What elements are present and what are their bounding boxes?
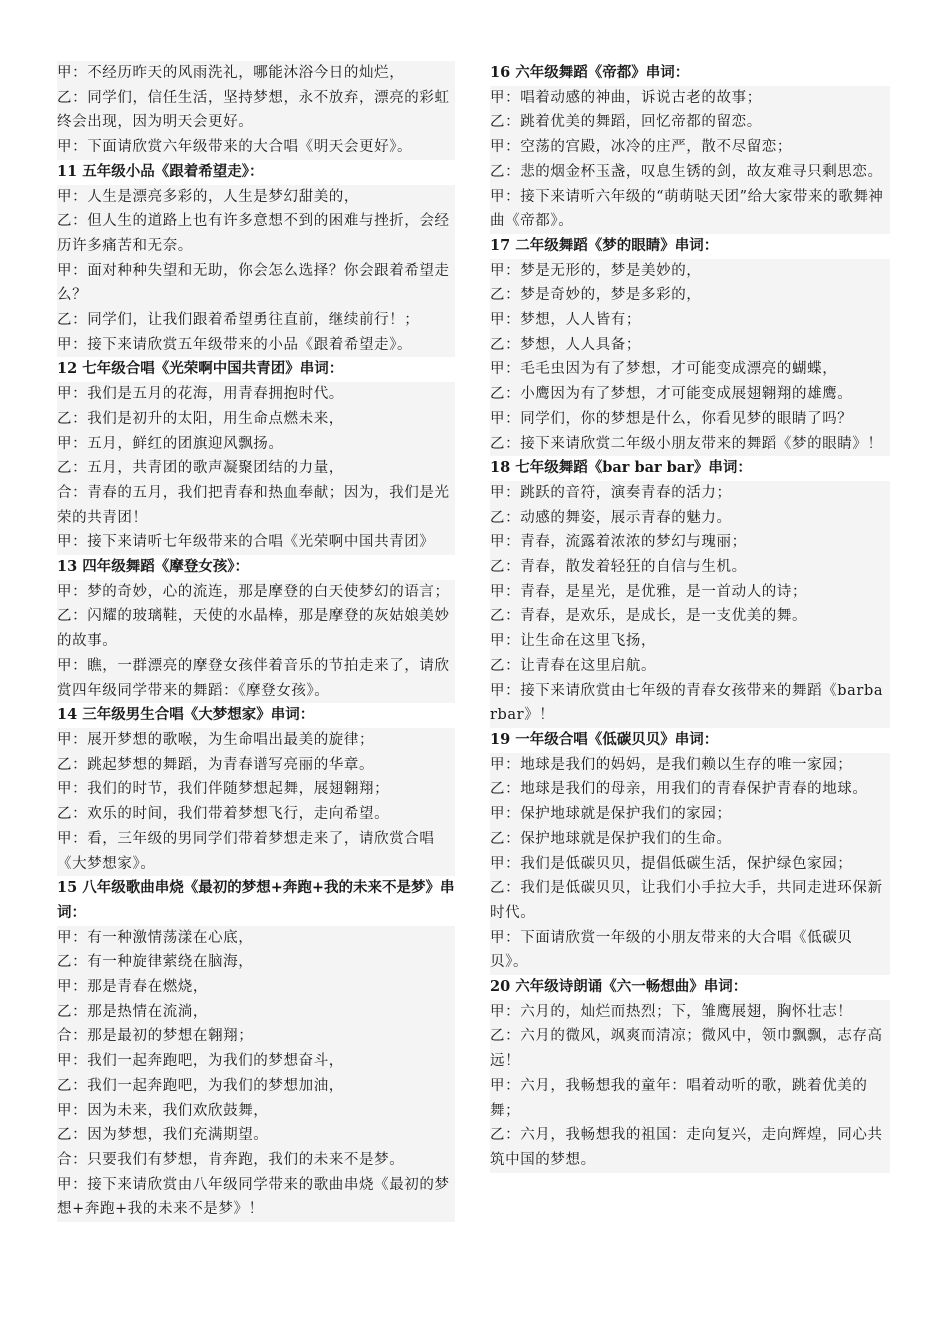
dialogue-line: 甲：地球是我们的妈妈，是我们赖以生存的唯一家园； (490, 753, 890, 778)
dialogue-line: 乙：同学们，信任生活，坚持梦想，永不放弃，漂亮的彩虹终会出现，因为明天会更好。 (57, 86, 455, 135)
script-section (490, 234, 890, 456)
script-section (57, 876, 455, 1222)
dialogue-line: 甲：接下来请欣赏由八年级同学带来的歌曲串烧《最初的梦想+奔跑+我的未来不是梦》！ (57, 1173, 455, 1222)
dialogue-line: 乙：小鹰因为有了梦想，才可能变成展翅翱翔的雄鹰。 (490, 382, 890, 407)
dialogue-line: 乙：保护地球就是保护我们的生命。 (490, 827, 890, 852)
dialogue-line: 乙：闪耀的玻璃鞋，天使的水晶棒，那是摩登的灰姑娘美妙的故事。 (57, 604, 455, 653)
dialogue-line: 甲：跳跃的音符，演奏青春的活力； (490, 481, 890, 506)
right-column (490, 61, 890, 1173)
dialogue-line: 甲：接下来请听六年级的“萌萌哒天团”给大家带来的歌舞神曲《帝都》。 (490, 185, 890, 234)
dialogue-line: 乙：悲的烟金杯玉盏，叹息生锈的剑，故友难寻只剩思恋。 (490, 160, 890, 185)
dialogue-line: 甲：我们的时节，我们伴随梦想起舞，展翅翱翔； (57, 777, 455, 802)
dialogue-line: 乙：接下来请欣赏二年级小朋友带来的舞蹈《梦的眼睛》！ (490, 432, 890, 457)
dialogue-line: 乙：梦是奇妙的，梦是多彩的， (490, 283, 890, 308)
dialogue-line: 甲：梦的奇妙，心的流连，那是摩登的白天使梦幻的语言； (57, 580, 455, 605)
dialogue-line: 甲：接下来请欣赏由七年级的青春女孩带来的舞蹈《barbarbar》！ (490, 679, 890, 728)
dialogue-line: 合：那是最初的梦想在翱翔； (57, 1024, 455, 1049)
section-heading: 12 七年级合唱《光荣啊中国共青团》串词： (57, 360, 344, 378)
dialogue-line: 甲：青春，流露着浓浓的梦幻与瑰丽； (490, 530, 890, 555)
left-column (57, 61, 455, 1222)
dialogue-line: 甲：五月，鲜红的团旗迎风飘扬。 (57, 432, 455, 457)
section-heading: 20 六年级诗朗诵《六一畅想曲》串词： (490, 978, 748, 996)
dialogue-line: 乙：同学们，让我们跟着希望勇往直前，继续前行！； (57, 308, 455, 333)
dialogue-line: 乙：欢乐的时间，我们带着梦想飞行，走向希望。 (57, 802, 455, 827)
dialogue-line: 甲：唱着动感的神曲，诉说古老的故事； (490, 86, 890, 111)
script-section (57, 555, 455, 703)
dialogue-line: 乙：梦想，人人具备； (490, 333, 890, 358)
dialogue-line: 甲：下面请欣赏一年级的小朋友带来的大合唱《低碳贝贝》。 (490, 926, 890, 975)
section-heading: 15 八年级歌曲串烧《最初的梦想+奔跑+我的未来不是梦》串词： (57, 879, 455, 921)
script-section (490, 975, 890, 1173)
section-heading: 13 四年级舞蹈《摩登女孩》： (57, 558, 249, 576)
dialogue-line: 甲：同学们，你的梦想是什么，你看见梦的眼睛了吗？ (490, 407, 890, 432)
section-heading: 19 一年级合唱《低碳贝贝》串词： (490, 730, 719, 748)
dialogue-line: 甲：不经历昨天的风雨洗礼，哪能沐浴今日的灿烂， (57, 61, 455, 86)
dialogue-line: 甲：六月，我畅想我的童年：唱着动听的歌，跳着优美的舞； (490, 1074, 890, 1123)
dialogue-line: 乙：那是热情在流淌， (57, 1000, 455, 1025)
dialogue-line: 乙：青春，是欢乐，是成长，是一支优美的舞。 (490, 604, 890, 629)
dialogue-line: 乙：跳起梦想的舞蹈，为青春谱写亮丽的华章。 (57, 753, 455, 778)
dialogue-line: 乙：五月，共青团的歌声凝聚团结的力量， (57, 456, 455, 481)
dialogue-line: 甲：接下来请欣赏五年级带来的小品《跟着希望走》。 (57, 333, 455, 358)
dialogue-line: 甲：有一种激情荡漾在心底， (57, 926, 455, 951)
dialogue-line: 乙：地球是我们的母亲，用我们的青春保护青春的地球。 (490, 777, 890, 802)
dialogue-line: 甲：那是青春在燃烧， (57, 975, 455, 1000)
section-heading: 11 五年级小品《跟着希望走》： (57, 162, 264, 180)
script-section (57, 703, 455, 876)
dialogue-line: 甲：人生是漂亮多彩的，人生是梦幻甜美的， (57, 185, 455, 210)
dialogue-line: 甲：毛毛虫因为有了梦想，才可能变成漂亮的蝴蝶， (490, 357, 890, 382)
section-heading: 16 六年级舞蹈《帝都》串词： (490, 64, 690, 81)
dialogue-line: 甲：展开梦想的歌喉，为生命唱出最美的旋律； (57, 728, 455, 753)
dialogue-line: 乙：青春，散发着轻狂的自信与生机。 (490, 555, 890, 580)
script-section (57, 61, 455, 160)
dialogue-line: 甲：保护地球就是保护我们的家园； (490, 802, 890, 827)
dialogue-line: 甲：瞧，一群漂亮的摩登女孩伴着音乐的节拍走来了，请欣赏四年级同学带来的舞蹈：《摩登女孩》。 (57, 654, 455, 703)
script-section (57, 160, 455, 358)
dialogue-line: 乙：跳着优美的舞蹈，回忆帝都的留恋。 (490, 110, 890, 135)
dialogue-line: 乙：六月，我畅想我的祖国：走向复兴，走向辉煌，同心共筑中国的梦想。 (490, 1123, 890, 1172)
dialogue-line: 甲：接下来请听七年级带来的合唱《光荣啊中国共青团》 (57, 530, 455, 555)
script-section (57, 357, 455, 555)
dialogue-line: 甲：下面请欣赏六年级带来的大合唱《明天会更好》。 (57, 135, 455, 160)
script-section (490, 61, 890, 234)
dialogue-line: 甲：梦想，人人皆有； (490, 308, 890, 333)
section-heading: 17 二年级舞蹈《梦的眼睛》串词： (490, 236, 719, 254)
script-section (490, 456, 890, 728)
dialogue-line: 甲：让生命在这里飞扬， (490, 629, 890, 654)
section-heading: 18 七年级舞蹈《bar bar bar》串词： (490, 459, 752, 477)
dialogue-line: 甲：我们是低碳贝贝，提倡低碳生活，保护绿色家园； (490, 852, 890, 877)
dialogue-line: 甲：因为未来，我们欢欣鼓舞， (57, 1099, 455, 1124)
dialogue-line: 乙：我们是低碳贝贝，让我们小手拉大手，共同走进环保新时代。 (490, 876, 890, 925)
dialogue-line: 甲：空荡的宫殿，冰冷的庄严，散不尽留恋； (490, 135, 890, 160)
dialogue-line: 乙：因为梦想，我们充满期望。 (57, 1123, 455, 1148)
dialogue-line: 甲：我们是五月的花海，用青春拥抱时代。 (57, 382, 455, 407)
dialogue-line: 乙：但人生的道路上也有许多意想不到的困难与挫折，会经历许多痛苦和无奈。 (57, 209, 455, 258)
dialogue-line: 乙：有一种旋律萦绕在脑海， (57, 950, 455, 975)
dialogue-line: 乙：六月的微风，飒爽而清凉；微风中，领巾飘飘，志存高远！ (490, 1024, 890, 1073)
dialogue-line: 合：青春的五月，我们把青春和热血奉献；因为，我们是光荣的共青团！ (57, 481, 455, 530)
dialogue-line: 乙：我们是初升的太阳，用生命点燃未来， (57, 407, 455, 432)
dialogue-line: 甲：青春，是星光，是优雅，是一首动人的诗； (490, 580, 890, 605)
dialogue-line: 甲：我们一起奔跑吧，为我们的梦想奋斗， (57, 1049, 455, 1074)
dialogue-line: 乙：我们一起奔跑吧，为我们的梦想加油， (57, 1074, 455, 1099)
dialogue-line: 甲：六月的，灿烂而热烈；下，雏鹰展翅，胸怀壮志！ (490, 1000, 890, 1025)
dialogue-line: 甲：看，三年级的男同学们带着梦想走来了，请欣赏合唱《大梦想家》。 (57, 827, 455, 876)
dialogue-line: 合：只要我们有梦想，肯奔跑，我们的未来不是梦。 (57, 1148, 455, 1173)
script-section (490, 728, 890, 975)
section-heading: 14 三年级男生合唱《大梦想家》串词： (57, 706, 315, 724)
dialogue-line: 甲：面对种种失望和无助，你会怎么选择？你会跟着希望走么？ (57, 259, 455, 308)
dialogue-line: 甲：梦是无形的，梦是美妙的， (490, 259, 890, 284)
dialogue-line: 乙：动感的舞姿，展示青春的魅力。 (490, 506, 890, 531)
dialogue-line: 乙：让青春在这里启航。 (490, 654, 890, 679)
